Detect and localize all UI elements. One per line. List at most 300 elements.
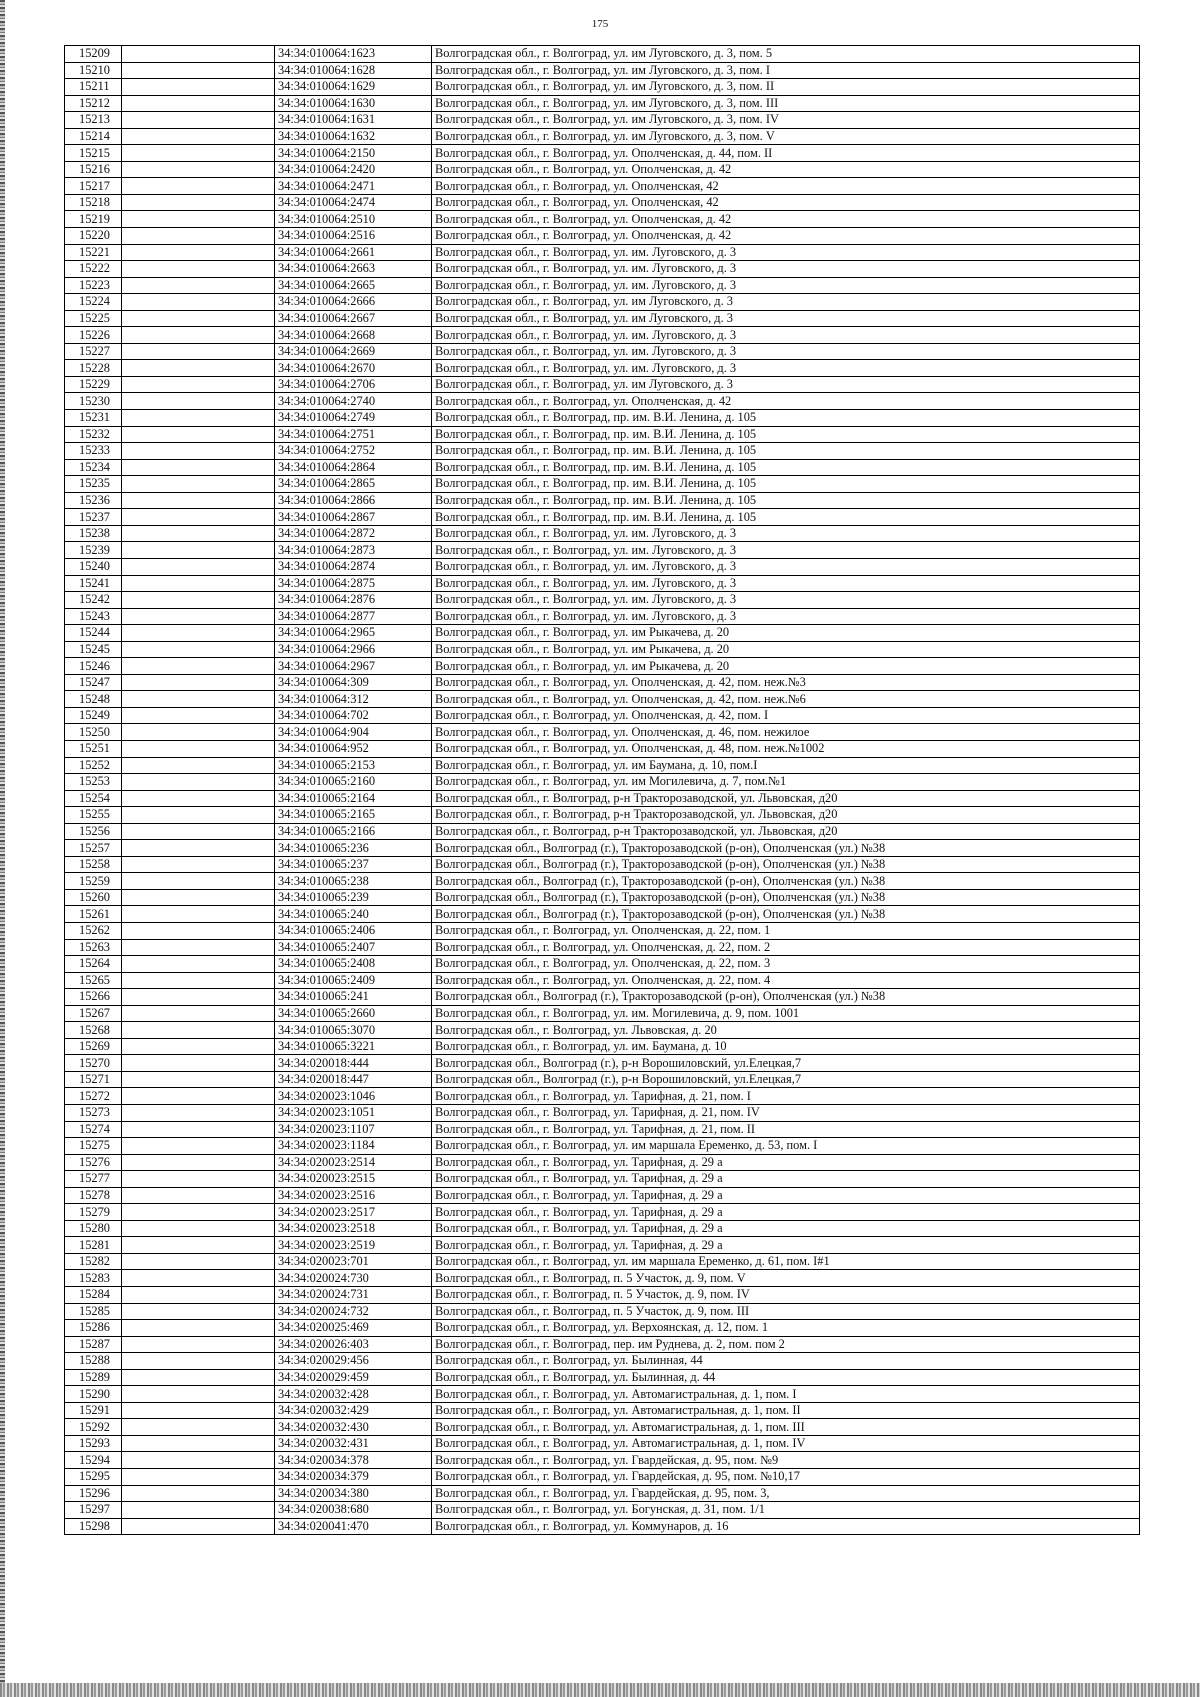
table-row xyxy=(65,95,1140,112)
cadastral-number-cell: 34:34:010064:2667 xyxy=(275,310,432,327)
cadastral-number-cell: 34:34:010064:2668 xyxy=(275,327,432,344)
row-number-cell: 15233 xyxy=(65,443,122,460)
blank-cell xyxy=(122,1105,275,1122)
blank-cell xyxy=(122,360,275,377)
blank-cell xyxy=(122,674,275,691)
address-cell: Волгоградская обл., Волгоград (г.), Тракторозаводской (р-он), Ополченская (ул.) №38 xyxy=(432,889,1140,906)
address-cell: Волгоградская обл., г. Волгоград, ул. им. Луговского, д. 3 xyxy=(432,575,1140,592)
row-number-cell: 15287 xyxy=(65,1336,122,1353)
blank-cell xyxy=(122,1270,275,1287)
page-number: 175 xyxy=(591,18,609,30)
table-row xyxy=(65,691,1140,708)
address-cell: Волгоградская обл., г. Волгоград, ул. Тарифная, д. 21, пом. II xyxy=(432,1121,1140,1138)
table-row xyxy=(65,757,1140,774)
cadastral-number-cell: 34:34:010064:1629 xyxy=(275,79,432,96)
cadastral-number-cell: 34:34:020034:380 xyxy=(275,1485,432,1502)
cadastral-number-cell: 34:34:010064:1630 xyxy=(275,95,432,112)
row-number-cell: 15291 xyxy=(65,1402,122,1419)
table-row xyxy=(65,1386,1140,1403)
table-row xyxy=(65,774,1140,791)
table-row xyxy=(65,674,1140,691)
cadastral-number-cell: 34:34:020023:2516 xyxy=(275,1187,432,1204)
address-cell: Волгоградская обл., г. Волгоград, ул. им Рыкачева, д. 20 xyxy=(432,658,1140,675)
row-number-cell: 15229 xyxy=(65,376,122,393)
table-row xyxy=(65,823,1140,840)
cadastral-number-cell: 34:34:010065:239 xyxy=(275,889,432,906)
address-cell: Волгоградская обл., г. Волгоград, ул. им Баумана, д. 10, пом.I xyxy=(432,757,1140,774)
row-number-cell: 15286 xyxy=(65,1320,122,1337)
address-cell: Волгоградская обл., г. Волгоград, ул. Гвардейская, д. 95, пом. №10,17 xyxy=(432,1469,1140,1486)
table-row xyxy=(65,1005,1140,1022)
row-number-cell: 15227 xyxy=(65,343,122,360)
table-row xyxy=(65,840,1140,857)
blank-cell xyxy=(122,823,275,840)
blank-cell xyxy=(122,161,275,178)
address-cell: Волгоградская обл., г. Волгоград, ул. Ополченская, 42 xyxy=(432,194,1140,211)
address-cell: Волгоградская обл., г. Волгоград, ул. им Луговского, д. 3, пом. V xyxy=(432,128,1140,145)
cadastral-number-cell: 34:34:010064:2666 xyxy=(275,294,432,311)
blank-cell xyxy=(122,608,275,625)
cadastral-number-cell: 34:34:010064:2867 xyxy=(275,509,432,526)
row-number-cell: 15217 xyxy=(65,178,122,195)
table-row xyxy=(65,360,1140,377)
address-cell: Волгоградская обл., г. Волгоград, ул. им. Луговского, д. 3 xyxy=(432,542,1140,559)
address-cell: Волгоградская обл., г. Волгоград, пр. им. В.И. Ленина, д. 105 xyxy=(432,476,1140,493)
table-row xyxy=(65,807,1140,824)
row-number-cell: 15295 xyxy=(65,1469,122,1486)
address-cell: Волгоградская обл., г. Волгоград, ул. Ополченская, д. 22, пом. 3 xyxy=(432,956,1140,973)
address-cell: Волгоградская обл., г. Волгоград, ул. Ополченская, д. 42, пом. неж.№6 xyxy=(432,691,1140,708)
cadastral-number-cell: 34:34:010064:2752 xyxy=(275,443,432,460)
cadastral-number-cell: 34:34:020032:428 xyxy=(275,1386,432,1403)
address-cell: Волгоградская обл., г. Волгоград, ул. Автомагистральная, д. 1, пом. I xyxy=(432,1386,1140,1403)
address-cell: Волгоградская обл., г. Волгоград, р-н Тракторозаводской, ул. Львовская, д20 xyxy=(432,823,1140,840)
row-number-cell: 15247 xyxy=(65,674,122,691)
address-cell: Волгоградская обл., г. Волгоград, ул. Былинная, д. 44 xyxy=(432,1369,1140,1386)
cadastral-number-cell: 34:34:020023:1051 xyxy=(275,1105,432,1122)
cadastral-number-cell: 34:34:010064:2866 xyxy=(275,492,432,509)
row-number-cell: 15237 xyxy=(65,509,122,526)
table-row xyxy=(65,178,1140,195)
row-number-cell: 15232 xyxy=(65,426,122,443)
row-number-cell: 15253 xyxy=(65,774,122,791)
blank-cell xyxy=(122,1452,275,1469)
address-cell: Волгоградская обл., г. Волгоград, ул. Верхоянская, д. 12, пом. 1 xyxy=(432,1320,1140,1337)
table-row xyxy=(65,509,1140,526)
cadastral-number-cell: 34:34:010064:1632 xyxy=(275,128,432,145)
blank-cell xyxy=(122,95,275,112)
address-cell: Волгоградская обл., г. Волгоград, п. 5 Участок, д. 9, пом. V xyxy=(432,1270,1140,1287)
row-number-cell: 15264 xyxy=(65,956,122,973)
table-row xyxy=(65,707,1140,724)
row-number-cell: 15224 xyxy=(65,294,122,311)
table-row xyxy=(65,592,1140,609)
blank-cell xyxy=(122,1171,275,1188)
cadastral-number-cell: 34:34:010065:2408 xyxy=(275,956,432,973)
row-number-cell: 15214 xyxy=(65,128,122,145)
address-cell: Волгоградская обл., г. Волгоград, ул. Тарифная, д. 29 а xyxy=(432,1204,1140,1221)
row-number-cell: 15251 xyxy=(65,740,122,757)
cadastral-number-cell: 34:34:010064:2875 xyxy=(275,575,432,592)
cadastral-number-cell: 34:34:010064:2966 xyxy=(275,641,432,658)
address-cell: Волгоградская обл., г. Волгоград, ул. Автомагистральная, д. 1, пом. III xyxy=(432,1419,1140,1436)
blank-cell xyxy=(122,1204,275,1221)
blank-cell xyxy=(122,641,275,658)
cadastral-number-cell: 34:34:010064:2420 xyxy=(275,161,432,178)
cadastral-number-cell: 34:34:010064:2516 xyxy=(275,228,432,245)
cadastral-number-cell: 34:34:020032:429 xyxy=(275,1402,432,1419)
row-number-cell: 15274 xyxy=(65,1121,122,1138)
blank-cell xyxy=(122,410,275,427)
table-row xyxy=(65,1452,1140,1469)
property-register-table xyxy=(64,45,1140,1535)
address-cell: Волгоградская обл., г. Волгоград, ул. им Луговского, д. 3 xyxy=(432,376,1140,393)
cadastral-number-cell: 34:34:010065:236 xyxy=(275,840,432,857)
blank-cell xyxy=(122,840,275,857)
table-row xyxy=(65,575,1140,592)
table-row xyxy=(65,856,1140,873)
address-cell: Волгоградская обл., г. Волгоград, ул. Тарифная, д. 29 а xyxy=(432,1220,1140,1237)
table-row xyxy=(65,1253,1140,1270)
table-row xyxy=(65,343,1140,360)
row-number-cell: 15213 xyxy=(65,112,122,129)
address-cell: Волгоградская обл., г. Волгоград, ул. им Могилевича, д. 7, пом.№1 xyxy=(432,774,1140,791)
cadastral-number-cell: 34:34:010064:2663 xyxy=(275,261,432,278)
address-cell: Волгоградская обл., г. Волгоград, ул. Ополченская, д. 22, пом. 1 xyxy=(432,922,1140,939)
row-number-cell: 15275 xyxy=(65,1138,122,1155)
table-row xyxy=(65,922,1140,939)
address-cell: Волгоградская обл., г. Волгоград, ул. Автомагистральная, д. 1, пом. IV xyxy=(432,1435,1140,1452)
blank-cell xyxy=(122,1502,275,1519)
address-cell: Волгоградская обл., г. Волгоград, ул. Тарифная, д. 29 а xyxy=(432,1187,1140,1204)
row-number-cell: 15236 xyxy=(65,492,122,509)
row-number-cell: 15249 xyxy=(65,707,122,724)
address-cell: Волгоградская обл., г. Волгоград, ул. им. Луговского, д. 3 xyxy=(432,608,1140,625)
cadastral-number-cell: 34:34:020023:1046 xyxy=(275,1088,432,1105)
blank-cell xyxy=(122,1336,275,1353)
row-number-cell: 15254 xyxy=(65,790,122,807)
table-row xyxy=(65,1320,1140,1337)
blank-cell xyxy=(122,1287,275,1304)
row-number-cell: 15218 xyxy=(65,194,122,211)
cadastral-number-cell: 34:34:010064:1628 xyxy=(275,62,432,79)
row-number-cell: 15219 xyxy=(65,211,122,228)
cadastral-number-cell: 34:34:010065:2660 xyxy=(275,1005,432,1022)
table-row xyxy=(65,972,1140,989)
table-row xyxy=(65,1187,1140,1204)
row-number-cell: 15209 xyxy=(65,46,122,63)
cadastral-number-cell: 34:34:020018:444 xyxy=(275,1055,432,1072)
address-cell: Волгоградская обл., г. Волгоград, пр. им. В.И. Ленина, д. 105 xyxy=(432,410,1140,427)
table-row xyxy=(65,1121,1140,1138)
table-row xyxy=(65,1469,1140,1486)
table-row xyxy=(65,658,1140,675)
blank-cell xyxy=(122,1038,275,1055)
table-row xyxy=(65,459,1140,476)
blank-cell xyxy=(122,228,275,245)
address-cell: Волгоградская обл., г. Волгоград, ул. Ополченская, д. 44, пом. II xyxy=(432,145,1140,162)
blank-cell xyxy=(122,426,275,443)
table-row xyxy=(65,1038,1140,1055)
row-number-cell: 15238 xyxy=(65,525,122,542)
table-row xyxy=(65,873,1140,890)
cadastral-number-cell: 34:34:010064:2661 xyxy=(275,244,432,261)
address-cell: Волгоградская обл., г. Волгоград, ул. Тарифная, д. 21, пом. IV xyxy=(432,1105,1140,1122)
row-number-cell: 15268 xyxy=(65,1022,122,1039)
cadastral-number-cell: 34:34:010064:2740 xyxy=(275,393,432,410)
cadastral-number-cell: 34:34:010065:3221 xyxy=(275,1038,432,1055)
address-cell: Волгоградская обл., г. Волгоград, пр. им. В.И. Ленина, д. 105 xyxy=(432,459,1140,476)
table-row xyxy=(65,393,1140,410)
address-cell: Волгоградская обл., г. Волгоград, ул. им. Луговского, д. 3 xyxy=(432,592,1140,609)
table-row xyxy=(65,525,1140,542)
table-row xyxy=(65,1105,1140,1122)
row-number-cell: 15257 xyxy=(65,840,122,857)
blank-cell xyxy=(122,558,275,575)
row-number-cell: 15221 xyxy=(65,244,122,261)
row-number-cell: 15240 xyxy=(65,558,122,575)
cadastral-number-cell: 34:34:010064:2864 xyxy=(275,459,432,476)
cadastral-number-cell: 34:34:010064:1623 xyxy=(275,46,432,63)
row-number-cell: 15228 xyxy=(65,360,122,377)
address-cell: Волгоградская обл., г. Волгоград, пер. им Руднева, д. 2, пом. пом 2 xyxy=(432,1336,1140,1353)
table-row xyxy=(65,492,1140,509)
address-cell: Волгоградская обл., Волгоград (г.), р-н Ворошиловский, ул.Елецкая,7 xyxy=(432,1055,1140,1072)
cadastral-number-cell: 34:34:020023:1107 xyxy=(275,1121,432,1138)
blank-cell xyxy=(122,46,275,63)
scan-edge-bottom xyxy=(0,1683,1200,1697)
row-number-cell: 15222 xyxy=(65,261,122,278)
cadastral-number-cell: 34:34:020026:403 xyxy=(275,1336,432,1353)
address-cell: Волгоградская обл., г. Волгоград, ул. Ополченская, д. 42 xyxy=(432,228,1140,245)
blank-cell xyxy=(122,79,275,96)
blank-cell xyxy=(122,939,275,956)
blank-cell xyxy=(122,707,275,724)
blank-cell xyxy=(122,1071,275,1088)
row-number-cell: 15298 xyxy=(65,1518,122,1535)
blank-cell xyxy=(122,1320,275,1337)
row-number-cell: 15241 xyxy=(65,575,122,592)
address-cell: Волгоградская обл., Волгоград (г.), Тракторозаводской (р-он), Ополченская (ул.) №38 xyxy=(432,840,1140,857)
table-row xyxy=(65,161,1140,178)
blank-cell xyxy=(122,972,275,989)
row-number-cell: 15259 xyxy=(65,873,122,890)
table-row xyxy=(65,112,1140,129)
cadastral-number-cell: 34:34:010064:2873 xyxy=(275,542,432,559)
cadastral-number-cell: 34:34:010065:238 xyxy=(275,873,432,890)
cadastral-number-cell: 34:34:010064:2665 xyxy=(275,277,432,294)
address-cell: Волгоградская обл., г. Волгоград, ул. Ополченская, д. 42 xyxy=(432,393,1140,410)
blank-cell xyxy=(122,211,275,228)
row-number-cell: 15239 xyxy=(65,542,122,559)
table-row xyxy=(65,426,1140,443)
table-row xyxy=(65,294,1140,311)
row-number-cell: 15243 xyxy=(65,608,122,625)
blank-cell xyxy=(122,244,275,261)
address-cell: Волгоградская обл., г. Волгоград, ул. им. Могилевича, д. 9, пом. 1001 xyxy=(432,1005,1140,1022)
row-number-cell: 15293 xyxy=(65,1435,122,1452)
address-cell: Волгоградская обл., г. Волгоград, ул. Былинная, 44 xyxy=(432,1353,1140,1370)
cadastral-number-cell: 34:34:010065:3070 xyxy=(275,1022,432,1039)
blank-cell xyxy=(122,1386,275,1403)
row-number-cell: 15265 xyxy=(65,972,122,989)
blank-cell xyxy=(122,922,275,939)
address-cell: Волгоградская обл., г. Волгоград, ул. им Луговского, д. 3, пом. IV xyxy=(432,112,1140,129)
cadastral-number-cell: 34:34:020023:701 xyxy=(275,1253,432,1270)
blank-cell xyxy=(122,1469,275,1486)
row-number-cell: 15292 xyxy=(65,1419,122,1436)
cadastral-number-cell: 34:34:010064:2471 xyxy=(275,178,432,195)
address-cell: Волгоградская обл., г. Волгоград, ул. Тарифная, д. 21, пом. I xyxy=(432,1088,1140,1105)
table-row xyxy=(65,228,1140,245)
row-number-cell: 15216 xyxy=(65,161,122,178)
cadastral-number-cell: 34:34:010064:2706 xyxy=(275,376,432,393)
cadastral-number-cell: 34:34:010064:2874 xyxy=(275,558,432,575)
blank-cell xyxy=(122,989,275,1006)
row-number-cell: 15223 xyxy=(65,277,122,294)
blank-cell xyxy=(122,592,275,609)
table-row xyxy=(65,128,1140,145)
row-number-cell: 15280 xyxy=(65,1220,122,1237)
cadastral-number-cell: 34:34:020041:470 xyxy=(275,1518,432,1535)
row-number-cell: 15277 xyxy=(65,1171,122,1188)
row-number-cell: 15210 xyxy=(65,62,122,79)
table-row xyxy=(65,724,1140,741)
address-cell: Волгоградская обл., Волгоград (г.), Тракторозаводской (р-он), Ополченская (ул.) №38 xyxy=(432,989,1140,1006)
address-cell: Волгоградская обл., г. Волгоград, ул. Ополченская, д. 42 xyxy=(432,211,1140,228)
address-cell: Волгоградская обл., г. Волгоград, ул. им Луговского, д. 3, пом. II xyxy=(432,79,1140,96)
blank-cell xyxy=(122,1518,275,1535)
blank-cell xyxy=(122,1253,275,1270)
cadastral-number-cell: 34:34:010064:309 xyxy=(275,674,432,691)
cadastral-number-cell: 34:34:010065:2407 xyxy=(275,939,432,956)
blank-cell xyxy=(122,492,275,509)
cadastral-number-cell: 34:34:020024:732 xyxy=(275,1303,432,1320)
address-cell: Волгоградская обл., г. Волгоград, ул. им. Луговского, д. 3 xyxy=(432,360,1140,377)
table-row xyxy=(65,1303,1140,1320)
cadastral-number-cell: 34:34:020029:456 xyxy=(275,1353,432,1370)
table-row xyxy=(65,1502,1140,1519)
row-number-cell: 15278 xyxy=(65,1187,122,1204)
blank-cell xyxy=(122,1435,275,1452)
row-number-cell: 15212 xyxy=(65,95,122,112)
table-row xyxy=(65,261,1140,278)
cadastral-number-cell: 34:34:010065:237 xyxy=(275,856,432,873)
row-number-cell: 15266 xyxy=(65,989,122,1006)
blank-cell xyxy=(122,1353,275,1370)
row-number-cell: 15220 xyxy=(65,228,122,245)
row-number-cell: 15271 xyxy=(65,1071,122,1088)
table-row xyxy=(65,989,1140,1006)
blank-cell xyxy=(122,128,275,145)
blank-cell xyxy=(122,294,275,311)
address-cell: Волгоградская обл., г. Волгоград, ул. им Луговского, д. 3, пом. 5 xyxy=(432,46,1140,63)
table-row xyxy=(65,1353,1140,1370)
table-row xyxy=(65,1518,1140,1535)
table-row xyxy=(65,1220,1140,1237)
cadastral-number-cell: 34:34:020032:431 xyxy=(275,1435,432,1452)
cadastral-number-cell: 34:34:010064:702 xyxy=(275,707,432,724)
table-row xyxy=(65,1138,1140,1155)
row-number-cell: 15284 xyxy=(65,1287,122,1304)
row-number-cell: 15258 xyxy=(65,856,122,873)
address-cell: Волгоградская обл., г. Волгоград, ул. им Рыкачева, д. 20 xyxy=(432,625,1140,642)
row-number-cell: 15246 xyxy=(65,658,122,675)
blank-cell xyxy=(122,956,275,973)
blank-cell xyxy=(122,889,275,906)
cadastral-number-cell: 34:34:020023:2517 xyxy=(275,1204,432,1221)
row-number-cell: 15297 xyxy=(65,1502,122,1519)
blank-cell xyxy=(122,1419,275,1436)
address-cell: Волгоградская обл., г. Волгоград, ул. им Луговского, д. 3 xyxy=(432,294,1140,311)
address-cell: Волгоградская обл., г. Волгоград, ул. Ополченская, д. 22, пом. 2 xyxy=(432,939,1140,956)
table-row xyxy=(65,1088,1140,1105)
blank-cell xyxy=(122,1088,275,1105)
table-row xyxy=(65,641,1140,658)
table-body xyxy=(65,46,1140,1535)
row-number-cell: 15215 xyxy=(65,145,122,162)
row-number-cell: 15235 xyxy=(65,476,122,493)
address-cell: Волгоградская обл., г. Волгоград, р-н Тракторозаводской, ул. Львовская, д20 xyxy=(432,807,1140,824)
address-cell: Волгоградская обл., г. Волгоград, п. 5 Участок, д. 9, пом. IV xyxy=(432,1287,1140,1304)
blank-cell xyxy=(122,310,275,327)
blank-cell xyxy=(122,1220,275,1237)
blank-cell xyxy=(122,1121,275,1138)
cadastral-number-cell: 34:34:020024:731 xyxy=(275,1287,432,1304)
cadastral-number-cell: 34:34:020024:730 xyxy=(275,1270,432,1287)
address-cell: Волгоградская обл., г. Волгоград, ул. Ополченская, 42 xyxy=(432,178,1140,195)
cadastral-number-cell: 34:34:020018:447 xyxy=(275,1071,432,1088)
cadastral-number-cell: 34:34:010064:2751 xyxy=(275,426,432,443)
row-number-cell: 15281 xyxy=(65,1237,122,1254)
row-number-cell: 15234 xyxy=(65,459,122,476)
cadastral-number-cell: 34:34:010064:2749 xyxy=(275,410,432,427)
cadastral-number-cell: 34:34:010064:904 xyxy=(275,724,432,741)
row-number-cell: 15255 xyxy=(65,807,122,824)
table-row xyxy=(65,542,1140,559)
blank-cell xyxy=(122,327,275,344)
cadastral-number-cell: 34:34:010065:2165 xyxy=(275,807,432,824)
table-row xyxy=(65,46,1140,63)
row-number-cell: 15263 xyxy=(65,939,122,956)
blank-cell xyxy=(122,774,275,791)
table-row xyxy=(65,1287,1140,1304)
blank-cell xyxy=(122,277,275,294)
row-number-cell: 15244 xyxy=(65,625,122,642)
table-row xyxy=(65,145,1140,162)
address-cell: Волгоградская обл., Волгоград (г.), Тракторозаводской (р-он), Ополченская (ул.) №38 xyxy=(432,856,1140,873)
address-cell: Волгоградская обл., г. Волгоград, ул. им. Луговского, д. 3 xyxy=(432,525,1140,542)
cadastral-number-cell: 34:34:020023:2515 xyxy=(275,1171,432,1188)
address-cell: Волгоградская обл., г. Волгоград, ул. им маршала Еременко, д. 61, пом. I#1 xyxy=(432,1253,1140,1270)
blank-cell xyxy=(122,906,275,923)
row-number-cell: 15252 xyxy=(65,757,122,774)
blank-cell xyxy=(122,542,275,559)
address-cell: Волгоградская обл., г. Волгоград, ул. Автомагистральная, д. 1, пом. II xyxy=(432,1402,1140,1419)
cadastral-number-cell: 34:34:010064:2965 xyxy=(275,625,432,642)
blank-cell xyxy=(122,178,275,195)
address-cell: Волгоградская обл., г. Волгоград, ул. им. Луговского, д. 3 xyxy=(432,343,1140,360)
blank-cell xyxy=(122,1022,275,1039)
table-row xyxy=(65,1071,1140,1088)
address-cell: Волгоградская обл., Волгоград (г.), Тракторозаводской (р-он), Ополченская (ул.) №38 xyxy=(432,906,1140,923)
table-row xyxy=(65,1336,1140,1353)
blank-cell xyxy=(122,509,275,526)
table-row xyxy=(65,1402,1140,1419)
row-number-cell: 15272 xyxy=(65,1088,122,1105)
cadastral-number-cell: 34:34:020023:1184 xyxy=(275,1138,432,1155)
cadastral-number-cell: 34:34:010064:1631 xyxy=(275,112,432,129)
